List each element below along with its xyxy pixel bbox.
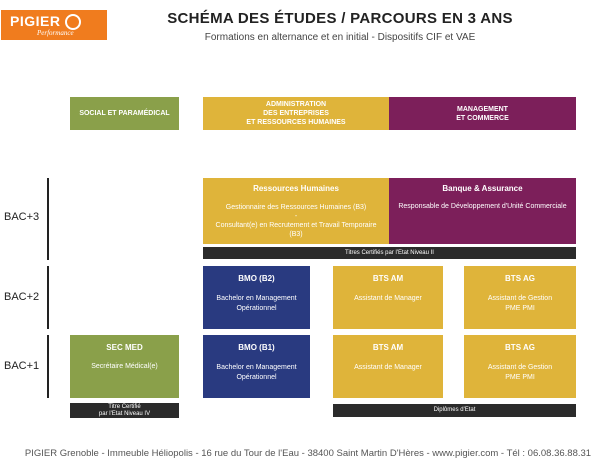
box-bmo-b2-line2: Opérationnel [236,305,277,312]
level-bac3-bar [47,178,49,260]
page-subtitle: Formations en alternance et en initial - Dispositifs CIF et VAE [204,32,476,43]
diplomes-etat-bar [333,404,576,417]
box-bts-am-1-line1: Assistant de Manager [354,364,422,371]
box-rh-line2: - [294,213,298,220]
box-rh-title: Ressources Humaines [253,184,339,193]
box-bmo-b1-line2: Opérationnel [236,374,277,381]
box-bmo-b2 [203,266,310,329]
titres-certifies-niveau-ii-bar [203,247,576,259]
category-social-label: SOCIAL ET PARAMÉDICAL [79,110,170,117]
titres-bar-label: Titres Certifiés par l'Etat Niveau II [345,249,434,256]
logo-circle-icon [65,14,81,30]
box-bts-am-2 [333,266,443,329]
diplomes-bar-label: Diplômes d'Etat [433,407,476,413]
level-bac1-bar [47,335,49,398]
box-bmo-b1 [203,335,310,398]
box-bmo-b2-title: BMO (B2) [238,274,275,283]
level-bac2: BAC+2 [4,291,40,303]
box-sec-med [70,335,179,398]
footer-contact: PIGIER Grenoble - Immeuble Héliopolis - 16 rue du Tour de l'Eau - 38400 Saint Martin D'Hères - www.pigier.com - Tél : 06.08.36.88.31 [24,448,592,459]
logo-sub: Performance [37,29,74,37]
category-management [389,97,576,130]
box-bts-ag-2-title: BTS AG [505,274,535,283]
box-bts-am-1-title: BTS AM [372,343,404,352]
box-bmo-b2-line1: Bachelor en Management [216,295,297,302]
titre-niv4-line2: par l'Etat Niveau IV [98,410,151,417]
level-bac2-bar [47,266,49,329]
titre-certifie-niveau-iv-bar [70,403,179,418]
titre-niv4-line1: Titre Certifié [108,403,141,410]
box-bts-ag-1 [464,335,576,398]
level-bac3: BAC+3 [4,211,40,223]
box-ressources-humaines [203,178,389,244]
box-rh-line3: Consultant(e) en Recrutement et Travail Temporaire (B3) [215,222,377,238]
pigier-logo [1,10,107,40]
category-admin-line3: ET RESSOURCES HUMAINES [246,119,346,126]
box-sec-med-title: SEC MED [106,343,143,352]
box-banque-assurance [389,178,576,244]
logo-name: PIGIER [10,13,61,29]
box-bmo-b1-line1: Bachelor en Management [216,364,297,371]
box-bts-ag-1-line2: PME PMI [505,374,535,381]
box-bts-ag-1-title: BTS AG [505,343,535,352]
box-banque-title: Banque & Assurance [442,184,523,193]
category-social [70,97,179,130]
box-rh-line1: Gestionnaire des Ressources Humaines (B3) [225,204,367,211]
category-admin [203,97,389,130]
category-mgmt-line1: MANAGEMENT [457,105,508,113]
box-bts-ag-2 [464,266,576,329]
box-sec-med-line1: Secrétaire Médical(e) [91,363,158,370]
box-banque-line1: Responsable de Développement d'Unité Commerciale [398,203,567,210]
page-title: SCHÉMA DES ÉTUDES / PARCOURS EN 3 ANS [167,10,513,27]
level-bac1: BAC+1 [4,360,40,372]
box-bts-ag-2-line1: Assistant de Gestion [487,295,553,302]
box-bts-ag-1-line1: Assistant de Gestion [487,364,553,371]
category-admin-line1: ADMINISTRATION [265,101,327,108]
box-bts-am-2-title: BTS AM [372,274,404,283]
box-bts-ag-2-line2: PME PMI [505,305,535,312]
category-mgmt-line2: ET COMMERCE [456,114,509,122]
category-admin-line2: DES ENTREPRISES [263,110,329,117]
box-bts-am-1 [333,335,443,398]
box-bmo-b1-title: BMO (B1) [238,343,275,352]
box-bts-am-2-line1: Assistant de Manager [354,295,422,302]
